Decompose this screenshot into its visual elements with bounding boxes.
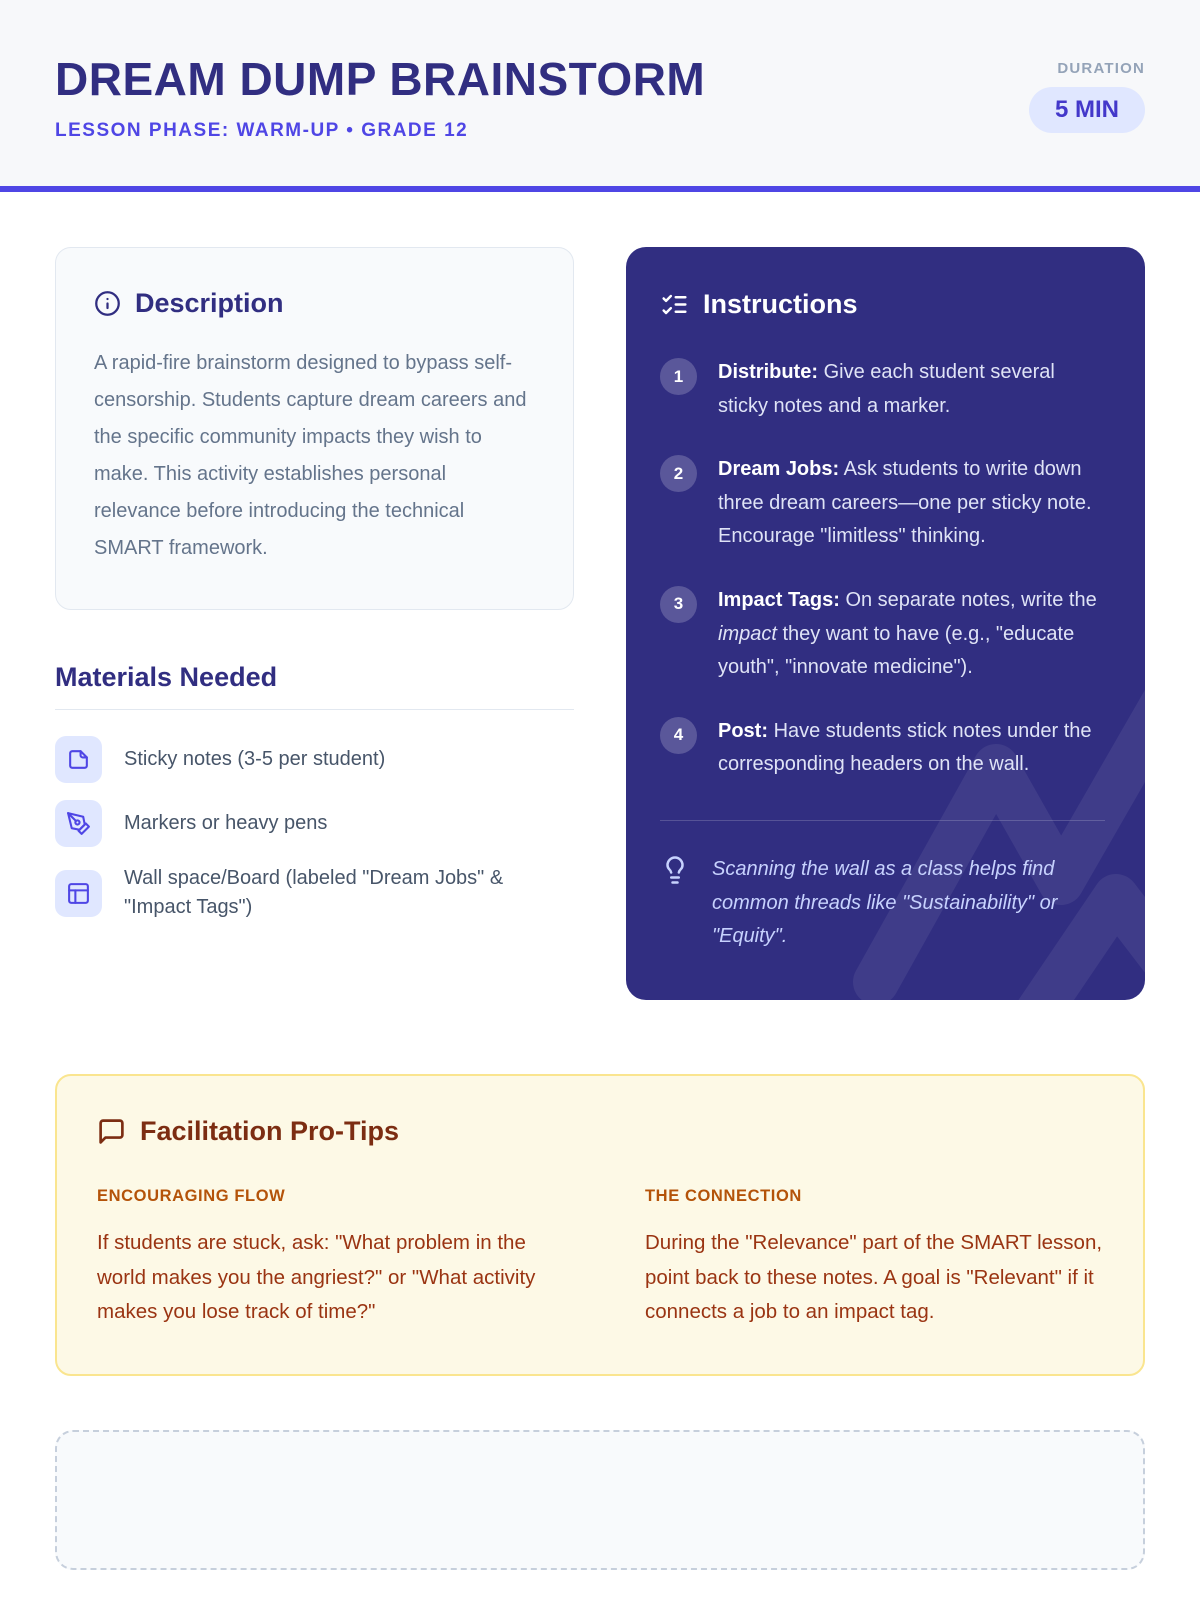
step-number: 4 — [660, 717, 697, 754]
protips-columns — [97, 1187, 1103, 1331]
step-body-post: they want to have (e.g., "educate youth", "innovate medicine"). — [718, 622, 1075, 679]
two-column-grid — [55, 247, 1145, 1000]
protips-header — [97, 1116, 1103, 1147]
instruction-step — [660, 584, 1105, 685]
instruction-step — [660, 453, 1105, 554]
description-title: Description — [135, 288, 284, 318]
instructions-divider — [660, 820, 1105, 821]
protips-subheading: THE CONNECTION — [645, 1186, 802, 1205]
instructions-header — [660, 289, 1105, 320]
instructions-title: Instructions — [703, 289, 858, 319]
sticky-note-icon — [66, 747, 91, 772]
instructions-card — [626, 247, 1145, 1000]
duration-badge: 5 MIN — [1029, 87, 1145, 133]
description-header — [94, 288, 535, 319]
dashed-placeholder-card — [55, 1430, 1145, 1570]
duration-label: DURATION — [1057, 60, 1145, 77]
page-title: DREAM DUMP BRAINSTORM — [55, 53, 706, 105]
material-item — [55, 736, 574, 783]
materials-section — [55, 662, 574, 922]
step-text — [718, 584, 1105, 685]
protips-card — [55, 1074, 1145, 1377]
tip-text: Scanning the wall as a class helps find common threads like "Sustainability" or "Equity". — [712, 857, 1058, 948]
instruction-step — [660, 715, 1105, 782]
step-label: Impact Tags: — [718, 588, 840, 611]
step-number: 3 — [660, 586, 697, 623]
layout-icon — [66, 881, 91, 906]
step-text — [718, 356, 1105, 423]
step-body: Have students stick notes under the corresponding headers on the wall. — [718, 719, 1092, 776]
step-body: Give each student several sticky notes and a marker. — [718, 361, 1055, 417]
protips-column — [97, 1187, 555, 1331]
tip-row — [660, 853, 1105, 954]
header-title-block — [55, 52, 705, 142]
step-body-pre: On separate notes, write the — [845, 588, 1097, 611]
protips-column — [645, 1187, 1103, 1331]
step-number: 1 — [660, 358, 697, 395]
material-icon-box — [55, 870, 102, 917]
description-body: A rapid-fire brainstorm designed to bypass self-censorship. Students capture dream careers and the specific community impacts they wish to make. This activity establishes personal relevance before introducing the technical SMART framework. — [94, 352, 527, 559]
step-text — [718, 453, 1105, 554]
header — [0, 0, 1200, 192]
instruction-step — [660, 356, 1105, 423]
duration-block — [1029, 52, 1145, 133]
protips-body: During the "Relevance" part of the SMART lesson, point back to these notes. A goal is "Relevant" if it connects a job to an impact tag. — [645, 1230, 1103, 1324]
step-label: Dream Jobs: — [718, 458, 840, 481]
material-icon-box — [55, 736, 102, 783]
materials-list — [55, 736, 574, 922]
description-card — [55, 247, 574, 610]
left-column — [55, 247, 574, 939]
main-content — [0, 192, 1200, 1570]
step-body: Ask students to write down three dream careers—one per sticky note. Encourage "limitless" thinking. — [718, 458, 1092, 548]
material-item-label: Sticky notes (3-5 per student) — [124, 748, 386, 770]
material-item-label: Wall space/Board (labeled "Dream Jobs" & "Impact Tags") — [124, 867, 504, 918]
material-item — [55, 800, 574, 847]
lightbulb-icon — [660, 855, 690, 885]
protips-title: Facilitation Pro-Tips — [140, 1115, 400, 1146]
material-icon-box — [55, 800, 102, 847]
lesson-phase-subtitle: LESSON PHASE: WARM-UP • GRADE 12 — [55, 120, 469, 141]
list-checks-icon — [660, 290, 689, 319]
step-number: 2 — [660, 455, 697, 492]
info-icon — [94, 290, 121, 317]
protips-body: If students are stuck, ask: "What problem in the world makes you the angriest?" or "What activity makes you lose track of time?" — [97, 1230, 536, 1324]
protips-subheading: ENCOURAGING FLOW — [97, 1186, 286, 1205]
material-item — [55, 864, 574, 922]
step-text — [718, 715, 1105, 782]
materials-title: Materials Needed — [55, 662, 574, 710]
step-body-italic: impact — [718, 622, 777, 645]
step-label: Distribute: — [718, 361, 818, 383]
pen-tool-icon — [66, 811, 91, 836]
material-item-label: Markers or heavy pens — [124, 812, 328, 834]
instructions-steps — [660, 356, 1105, 782]
step-label: Post: — [718, 719, 768, 742]
message-square-icon — [97, 1117, 126, 1146]
